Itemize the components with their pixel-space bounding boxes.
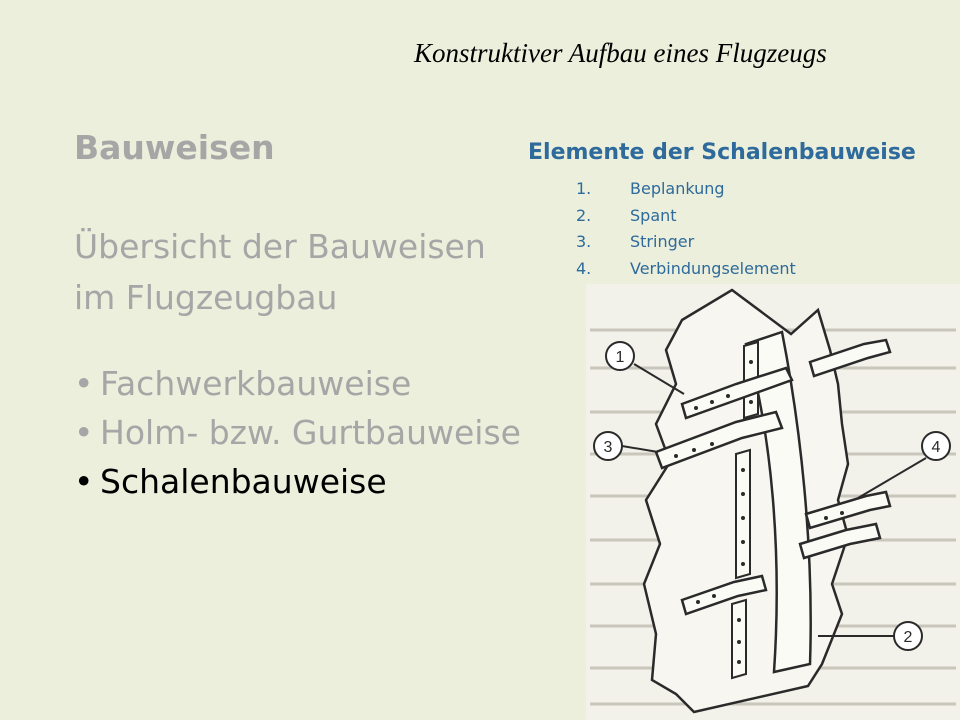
section-title: Bauweisen bbox=[74, 128, 275, 167]
element-number: 1. bbox=[576, 179, 592, 198]
method-item-holm bbox=[74, 408, 554, 457]
callout-4 bbox=[858, 432, 950, 498]
bullet-icon: • bbox=[74, 413, 94, 452]
callout-1-label: 1 bbox=[615, 349, 625, 366]
element-number: 3. bbox=[576, 232, 592, 251]
slide-header-title: Konstruktiver Aufbau eines Flugzeugs bbox=[414, 38, 827, 68]
element-label: Stringer bbox=[630, 232, 695, 251]
method-label: Schalenbauweise bbox=[100, 462, 387, 501]
callout-4-label: 4 bbox=[931, 439, 941, 456]
left-content bbox=[74, 128, 554, 506]
overview-heading bbox=[74, 221, 554, 323]
bullet-icon: • bbox=[74, 364, 94, 403]
callout-2-label: 2 bbox=[903, 629, 913, 646]
method-label: Fachwerkbauweise bbox=[100, 364, 412, 403]
element-number: 2. bbox=[576, 205, 592, 225]
element-number: 4. bbox=[576, 258, 592, 278]
element-label: Verbindungselement bbox=[630, 258, 796, 278]
element-item bbox=[576, 256, 796, 283]
method-label: Holm- bzw. Gurtbauweise bbox=[100, 413, 521, 452]
callout-3 bbox=[594, 432, 658, 460]
bullet-icon: • bbox=[74, 462, 94, 501]
shell-construction-drawing bbox=[586, 284, 960, 720]
elements-title: Elemente der Schalenbauweise bbox=[528, 140, 916, 165]
elements-list bbox=[576, 176, 796, 282]
element-item bbox=[576, 176, 796, 203]
construction-methods-list bbox=[74, 359, 554, 506]
element-item bbox=[576, 229, 796, 256]
shell-construction-figure bbox=[586, 284, 960, 720]
element-item bbox=[576, 203, 796, 230]
overview-line-2: im Flugzeugbau bbox=[74, 278, 338, 317]
method-item-fachwerk bbox=[74, 359, 554, 408]
element-label: Spant bbox=[630, 205, 677, 225]
callout-3-label: 3 bbox=[603, 439, 613, 456]
overview-line-1: Übersicht der Bauweisen bbox=[74, 227, 486, 266]
method-item-schalen bbox=[74, 457, 554, 506]
element-label: Beplankung bbox=[630, 179, 725, 198]
